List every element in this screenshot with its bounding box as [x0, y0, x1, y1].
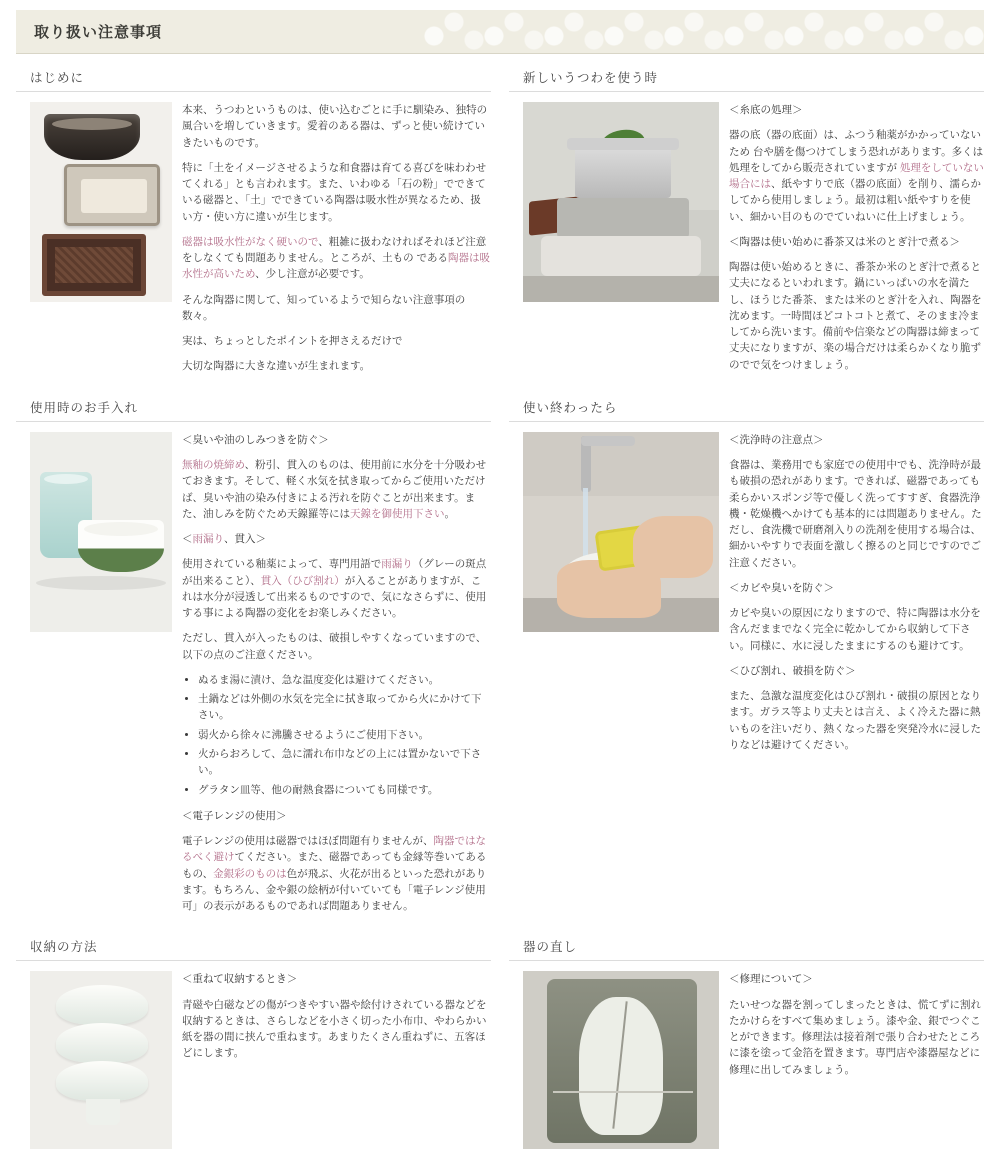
section-title: 新しいうつわを使う時 [509, 68, 984, 92]
subheading: ＜カビや臭いを防ぐ＞ [729, 581, 834, 594]
faucet-shape [581, 436, 591, 492]
paragraph: 実は、ちょっとしたポイントを押さえるだけで [182, 335, 403, 348]
paragraph: 無釉の焼締め、粉引、貫入のものは、使用前に水分を十分吸わせておきます。そして、軽く水気を拭き取ってからご使用いただけば、臭いや油の染み付きによる汚れを防ぐことが出来ます。また、油しみを防ぐため天䤼羅等には天䤼を御使用下さい。 [182, 458, 487, 520]
black-bowl-shape [44, 114, 140, 160]
cup-and-bowl-photo [30, 432, 172, 632]
paragraph: 大切な陶器に大きな違いが生まれます。 [182, 360, 371, 373]
dish-top-shape [56, 985, 148, 1025]
section-title: 器の直し [509, 937, 984, 961]
section-title: はじめに [16, 68, 491, 92]
repaired-plate-photo [523, 971, 719, 1149]
paragraph: 食器は、業務用でも家庭での使用中でも、洗浄時が最も破損の恐れがあります。できれば、磁器であっても柔らかいスポンジ等で優しく洗ってすすぎ、食器洗浄機・乾燥機へかけても基本的には問題ありません。ただし、食洗機で研磨剤入りの洗剤を使用する場合は、細かいやすりで表面を激しく擦るのと同じですのでご注意ください。 [729, 458, 982, 569]
section-hajimeni [16, 54, 491, 384]
shadow-shape [36, 576, 166, 590]
pottery-stack-photo [30, 102, 172, 302]
banner-pattern-decoration [424, 10, 984, 53]
list-item: • 弱火から徐々に沸騰させるようにご使用下さい。 [198, 727, 491, 743]
paragraph: 特に「土をイメージさせるような和食器は育てる喜びを味わわせてくれる」とも言われます。また、いわゆる「石の粉」でできている磁器と、「土」でできている陶器は吸水性が異なるため、扱い方・使い方に違いが生じます。 [182, 161, 487, 223]
section-title: 収納の方法 [16, 937, 491, 961]
dish-bottom-shape [56, 1061, 148, 1101]
page-title: 取り扱い注意事項 [34, 24, 163, 41]
paragraph: 使用されている釉薬によって、専門用語で雨漏り（グレーの斑点が出来ること）、貫入（ひび割れ）が入ることがありますが、これは水分が浸透して出来るものですので、気になさらずに、使用する事による陶器の変化をお楽しみください。 [182, 558, 487, 620]
section-after-use [509, 384, 984, 924]
section-text [729, 971, 984, 1149]
square-plate-shape [64, 164, 160, 226]
water-stream-shape [583, 488, 588, 558]
section-storage [16, 923, 491, 1149]
caution-bullet-list [182, 672, 491, 798]
paragraph: カビや臭いの原因になりますので、特に陶器は水分を含んだままでなく完全に乾かしてから収納して下さい。同様に、水に浸したままにするのも避けてす。 [729, 607, 981, 652]
subheading: ＜ひび割れ、破損を防ぐ＞ [729, 664, 856, 677]
content-grid [16, 54, 984, 1149]
white-glaze-shape [579, 997, 663, 1135]
section-care-while-using [16, 384, 491, 924]
paragraph: ただし、貫入が入ったものは、破損しやすくなっていますので、以下の点のご注意ください。 [182, 632, 487, 661]
dish-foot-shape [86, 1099, 120, 1125]
subheading: ＜臭いや油のしみつきを防ぐ＞ [182, 433, 329, 446]
list-item: • 火からおろして、急に濡れ布巾などの上には置かないで下さい。 [198, 746, 491, 779]
paragraph: また、急激な温度変化はひび割れ・破損の原因となります。ガラス等より丈夫とは言え、よく冷えた器に熱いものを注いだり、熱くなった器を突発冷水に浸したりなどは避けてください。 [729, 690, 981, 751]
list-item: • グラタン皿等、他の耐熱食器についても同様です。 [198, 782, 491, 798]
green-white-bowl-shape [78, 520, 164, 572]
paragraph: 陶器は使い始めるときに、番茶か米のとぎ汁で煮ると丈夫になるといわれます。鍋にいっぱいの水を満たし、ほうじた番茶、または米のとぎ汁を入れ、陶器を沈めます。一時間ほどコトコトと煮て、そのまま冷ましてから洗います。備前や信楽などの陶器は締まって丈夫になりますが、楽の場合だけは柔らかくなり脆ずのでで気をつけましょう。 [729, 261, 982, 371]
paragraph: たいせつな器を割ってしまったときは、慌てずに割れたかけらをすべて集めましょう。漆や金、銀でつぐことができます。修理法は接着剤で張り合わせたところに漆を塗って金箔を置きます。専門店や漆器屋などに修理に出してみましょう。 [729, 998, 981, 1076]
counter-shape [541, 236, 701, 276]
paragraph: 本来、うつわというものは、使い込むごとに手に馴染み、独特の風合いを増していきます。愛着のある器は、ずっと使い続けていきたいものです。 [182, 104, 488, 149]
paragraph: 青磁や白磁などの傷がつきやすい器や絵付けされている器などを収納するときは、さらしなどを小さく切った小布巾、やわらかい紙を器の間に挟んで重ねます。あまりたくさん重ねずに、五客ほどにします。 [182, 998, 487, 1060]
paragraph: 磁器は吸水性がなく硬いので、粗雑に扱わなければそれほど注意をしなくても問題ありません。ところが、土もの である陶器は吸水性が高いため、少し注意が必要です。 [182, 235, 491, 281]
washing-dish-photo [523, 432, 719, 632]
section-repair [509, 923, 984, 1149]
subheading: ＜洗浄時の注意点＞ [729, 433, 824, 446]
section-text [729, 432, 984, 763]
paragraph: そんな陶器に関して、知っているようで知らない注意事項の数々。 [182, 293, 466, 322]
section-title: 使い終わったら [509, 398, 984, 422]
list-item: • 土鍋などは外側の水気を完全に拭き取ってから火にかけて下さい。 [198, 691, 491, 724]
repair-wire-shape [553, 1091, 693, 1093]
section-text [182, 432, 491, 924]
page-banner [16, 10, 984, 54]
right-hand-shape [633, 516, 713, 578]
stacked-dishes-photo [30, 971, 172, 1149]
section-text [182, 971, 491, 1149]
section-title: 使用時のお手入れ [16, 398, 491, 422]
floor-shape [523, 276, 719, 302]
stove-shape [557, 198, 689, 238]
subheading: ＜修理について＞ [729, 973, 813, 986]
subheading: ＜陶器は使い始めに番茶又は米のとぎ汁で煮る＞ [729, 235, 960, 248]
section-text [729, 102, 984, 382]
subheading: ＜重ねて収納するとき＞ [182, 973, 298, 986]
paragraph: 器の底（器の底面）は、ふつう釉薬がかかっていないため 台や膳を傷つけてしまう恐れがあります。多くは処理をしてから販売されていますが 処理をしていない場合には、紙やすりで底（器の底面）を削り、濡らかしてから使用しましょう。最初は粗い紙やすりを使い、細かい目のものでていねいに仕上げましょう。 [729, 129, 984, 223]
lacquer-tray-shape [42, 234, 146, 296]
subheading: ＜電子レンジの使用＞ [182, 809, 287, 822]
list-item: • ぬるま湯に漬け、急な温度変化は避けてください。 [198, 672, 491, 688]
pot-shape [575, 146, 671, 198]
subheading: ＜糸底の処理＞ [729, 104, 803, 116]
pot-on-stove-photo [523, 102, 719, 302]
section-text [182, 102, 491, 384]
subheading: ＜雨漏り、貫入＞ [182, 533, 266, 546]
dish-middle-shape [56, 1023, 148, 1063]
paragraph: 電子レンジの使用は磁器ではほぼ問題有りませんが、陶器ではなるべく避けてください。また、磁器であっても金縁等巻いてあるもの、金銀彩のものは色が飛ぶ、火花が出るといった恐れがあります。もちろん、金や銀の絵柄が付いていても「電子レンジ使用可」の表示があるものであれば問題ありません。 [182, 835, 487, 913]
section-new-utsuwa [509, 54, 984, 384]
